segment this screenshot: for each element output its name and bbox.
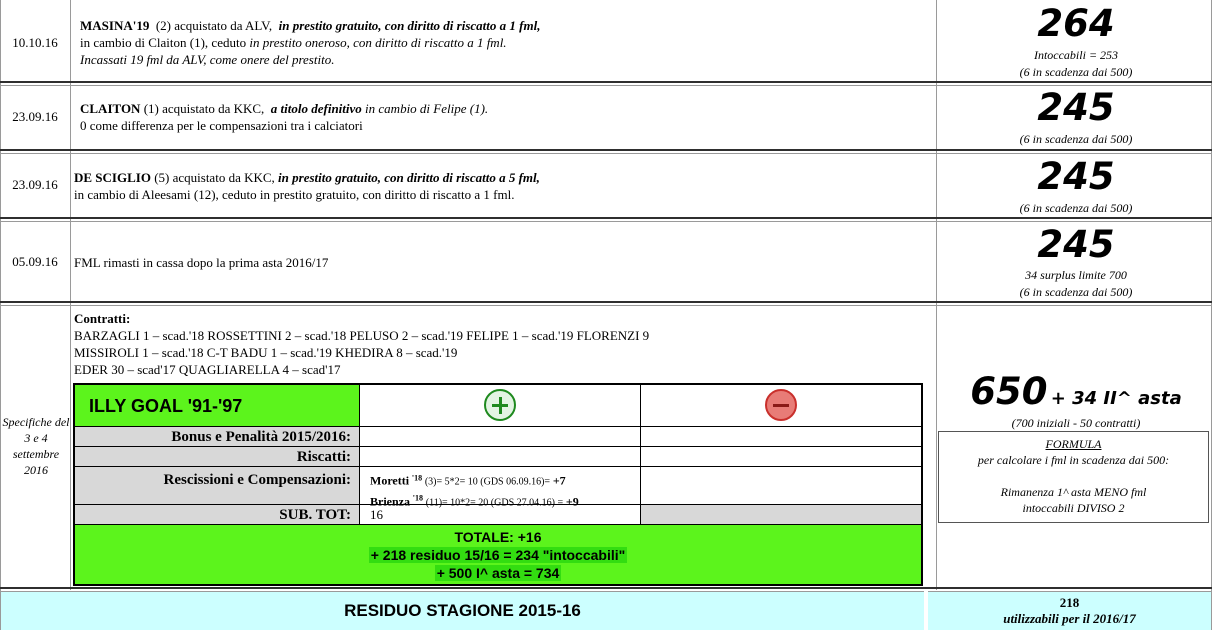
fml-note: (6 in scadenza dai 500) [1019,201,1133,215]
player-name: DE SCIGLIO [74,170,151,185]
rescissioni-label: Rescissioni e Compensazioni: [75,467,360,505]
row-description [80,100,488,134]
plus-circle-icon [484,389,516,421]
row-divider [0,81,1212,83]
formula-title: FORMULA [1045,437,1102,451]
description-text: (2) acquistato da ALV, [155,18,273,33]
row-date: 05.09.16 [12,254,58,269]
fml-note: 34 surplus limite 700 [1025,268,1127,282]
player-name: MASINA'19 [80,18,150,33]
subtot-label: SUB. TOT: [75,505,360,525]
contratti-title: Contratti: [74,311,131,326]
row-divider [0,305,1212,306]
compensation-entry: Brienza $^{'18}$ (11)= 10*2= 20 (GDS 27.04.16) = +9 [370,493,579,509]
description-italic: in prestito oneroso, con diritto di riscatto a 1 fml. [249,35,507,50]
description-text: in cambio di Claiton (1), ceduto [80,35,247,50]
row-description [80,17,540,68]
row-description: FML rimasti in cassa dopo la prima asta 2016/17 [74,255,329,270]
grid-line [936,0,937,590]
summary-table [73,383,923,586]
row-description [74,169,540,203]
description-emphasis: a titolo definitivo [270,101,362,116]
totale-block [75,525,921,584]
fml-total: 245 [1037,155,1115,198]
subtot-minus-cell [641,505,921,525]
description-emphasis: in prestito gratuito, con diritto di riscatto a 1 fml, [278,18,541,33]
description-text: (1) acquistato da KKC, [143,101,265,116]
contratti-block [74,310,649,378]
minus-header [641,385,921,427]
grid-line [0,0,1,630]
fml-note: (6 in scadenza dai 500) [1019,65,1133,79]
description-italic: Incassati 19 fml da ALV, come onere del prestito. [80,52,335,67]
asta-total-value: 650 [970,370,1048,413]
fml-note: (6 in scadenza dai 500) [1019,132,1133,146]
contratti-line: EDER 30 – scad'17 QUAGLIARELLA 4 – scad'17 [74,362,341,377]
row-date: 23.09.16 [12,177,58,192]
minus-circle-icon [765,389,797,421]
contratti-line: BARZAGLI 1 – scad.'18 ROSSETTINI 2 – scad.'18 PELUSO 2 – scad.'19 FELIPE 1 – scad.'19 FLORENZI 9 [74,328,650,343]
row-divider [0,153,1212,154]
team-name: ILLY GOAL '91-'97 [75,385,360,427]
description-text: in cambio di Aleesami (12), ceduto in prestito gratuito, con diritto di riscatto a 1 fml. [74,187,515,202]
description-text: 0 come differenza per le compensazioni tra i calciatori [80,118,363,133]
plus-header [360,385,641,427]
compensation-entry: Moretti $^{'18}$ (3)= 5*2= 10 (GDS 06.09.16)= +7 [370,473,566,488]
row-divider [0,221,1212,222]
player-name: CLAITON [80,101,141,116]
subtot-plus-cell: 16 [360,505,641,525]
footer-note: utilizzabili per il 2016/17 [1003,611,1136,626]
row-date: 10.10.16 [12,35,58,50]
fml-total: 245 [1037,223,1115,266]
rescissioni-plus-cell[interactable] [360,467,641,509]
asta-total [940,370,1212,413]
fml-total: 245 [1037,86,1115,129]
footer-total [928,591,1211,630]
bonus-label: Bonus e Penalità 2015/2016: [75,427,360,447]
footer-value: 218 [1059,595,1080,610]
formula-line: Rimanenza 1^ asta MENO fml [1000,485,1147,499]
footer-title: RESIDUO STAGIONE 2015-16 [1,591,924,630]
grid-line [70,0,71,590]
formula-line: intoccabili DIVISO 2 [1022,501,1125,515]
riscatti-minus-cell[interactable] [641,447,921,467]
row-divider [0,149,1212,151]
row-divider [0,217,1212,219]
fml-note: (6 in scadenza dai 500) [1019,285,1133,299]
bonus-plus-cell[interactable] [360,427,641,447]
row-divider [0,301,1212,303]
formula-line: per calcolare i fml in scadenza dai 500: [977,453,1170,467]
formula-box [938,431,1209,523]
specifiche-label: Specifiche del 3 e 4 settembre 2016 [2,415,70,477]
rescissioni-minus-cell[interactable] [641,467,921,505]
fml-note: Intoccabili = 253 [1033,48,1119,62]
asta-line: + 500 I^ asta = 734 [436,565,560,581]
fml-total: 264 [1037,2,1115,45]
riscatti-plus-cell[interactable] [360,447,641,467]
asta-total-suffix: + 34 II^ asta [1050,388,1182,409]
row-date: 23.09.16 [12,109,58,124]
asta-note: (700 iniziali - 50 contratti) [1011,416,1141,430]
row-divider [0,85,1212,86]
row-divider [0,587,1212,589]
riscatti-label: Riscatti: [75,447,360,467]
residuo-line: + 218 residuo 15/16 = 234 "intoccabili" [370,547,626,563]
bonus-minus-cell[interactable] [641,427,921,447]
description-italic: in cambio di Felipe (1). [365,101,489,116]
description-emphasis: in prestito gratuito, con diritto di riscatto a 5 fml, [278,170,540,185]
contratti-line: MISSIROLI 1 – scad.'18 C-T BADU 1 – scad.'19 KHEDIRA 8 – scad.'19 [74,345,458,360]
totale-line: TOTALE: +16 [454,529,542,545]
description-text: (5) acquistato da KKC, [154,170,275,185]
